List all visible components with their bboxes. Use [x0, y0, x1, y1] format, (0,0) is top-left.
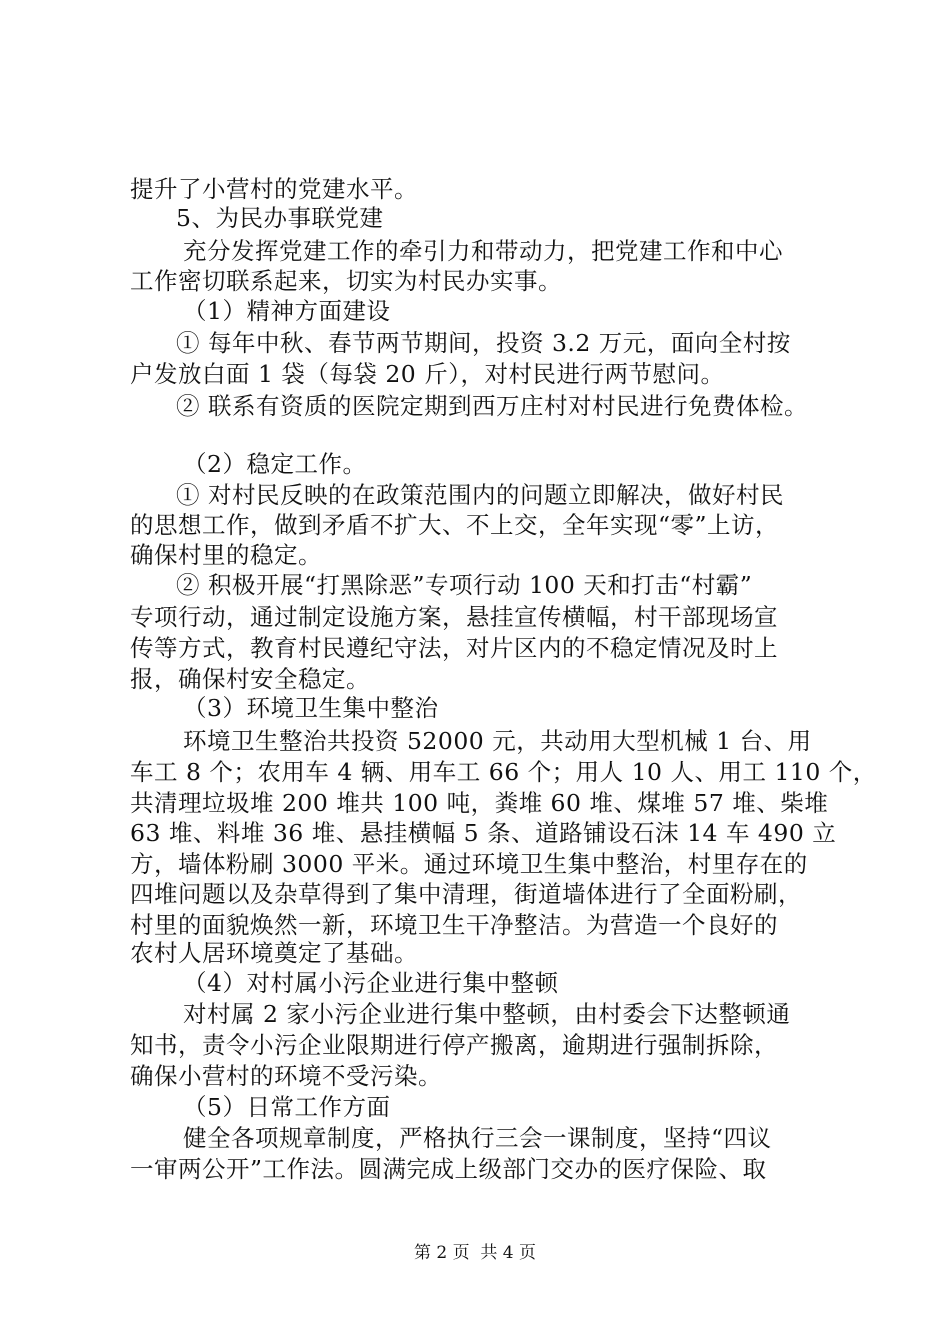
text-line: 户发放白面 1 袋（每袋 20 斤），对村民进行两节慰问。 [130, 360, 725, 388]
text-line: 确保小营村的环境不受污染。 [130, 1062, 442, 1090]
subsection-heading: （3）环境卫生集中整治 [183, 694, 439, 722]
page-footer: 第 2 页 共 4 页 [413, 1243, 537, 1263]
text-line: 四堆问题以及杂草得到了集中清理，街道墙体进行了全面粉刷， [130, 880, 802, 908]
subsection-heading: （5）日常工作方面 [183, 1093, 391, 1121]
text-line: 充分发挥党建工作的牵引力和带动力，把党建工作和中心 [183, 237, 783, 265]
text-line: 对村属 2 家小污企业进行集中整顿，由村委会下达整顿通 [183, 1000, 791, 1028]
text-line: 传等方式，教育村民遵纪守法，对片区内的不稳定情况及时上 [130, 634, 778, 662]
text-line: ② 积极开展“打黑除恶”专项行动 100 天和打击“村霸” [176, 571, 753, 599]
text-line: 农村人居环境奠定了基础。 [130, 939, 418, 967]
text-line: 环境卫生整治共投资 52000 元，共动用大型机械 1 台、用 [183, 727, 812, 755]
text-line: 车工 8 个；农用车 4 辆、用车工 66 个；用人 10 人、用工 110 个， [130, 758, 877, 786]
text-line: 63 堆、料堆 36 堆、悬挂横幅 5 条、道路铺设石沫 14 车 490 立 [130, 819, 837, 847]
text-line: 报，确保村安全稳定。 [130, 665, 370, 693]
text-line: 确保村里的稳定。 [130, 541, 322, 569]
subsection-heading: （2）稳定工作。 [183, 450, 367, 478]
section-heading: 5、为民办事联党建 [176, 204, 384, 232]
text-line: ② 联系有资质的医院定期到西万庄村对村民进行免费体检。 [176, 392, 808, 420]
text-line: ① 对村民反映的在政策范围内的问题立即解决，做好村民 [176, 481, 784, 509]
subsection-heading: （1）精神方面建设 [183, 297, 391, 325]
text-line: 共清理垃圾堆 200 堆共 100 吨，粪堆 60 堆、煤堆 57 堆、柴堆 [130, 789, 829, 817]
text-line: ① 每年中秋、春节两节期间，投资 3.2 万元，面向全村按 [176, 329, 791, 357]
subsection-heading: （4）对村属小污企业进行集中整顿 [183, 969, 559, 997]
text-line: 方，墙体粉刷 3000 平米。通过环境卫生集中整治，村里存在的 [130, 850, 808, 878]
text-line: 提升了小营村的党建水平。 [130, 175, 418, 203]
text-line: 知书，责令小污企业限期进行停产搬离，逾期进行强制拆除， [130, 1031, 778, 1059]
text-line: 工作密切联系起来，切实为村民办实事。 [130, 267, 562, 295]
text-line: 村里的面貌焕然一新，环境卫生干净整洁。为营造一个良好的 [130, 911, 778, 939]
text-line: 的思想工作，做到矛盾不扩大、不上交，全年实现“零”上访， [130, 511, 780, 539]
text-line: 一审两公开”工作法。圆满完成上级部门交办的医疗保险、取 [130, 1155, 767, 1183]
text-line: 健全各项规章制度，严格执行三会一课制度，坚持“四议 [183, 1124, 772, 1152]
text-line: 专项行动，通过制定设施方案，悬挂宣传横幅，村干部现场宣 [130, 603, 778, 631]
